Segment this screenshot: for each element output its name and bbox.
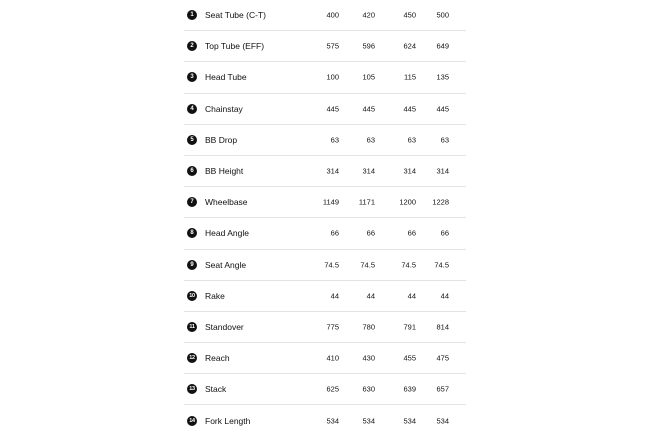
row-label: Reach (205, 353, 230, 364)
row-value: 420 (362, 10, 375, 20)
row-label: Seat Tube (C-T) (205, 10, 266, 21)
row-label: Head Tube (205, 72, 247, 83)
row-value: 445 (362, 104, 375, 114)
row-value: 66 (407, 228, 416, 238)
row-value: 410 (326, 353, 339, 363)
table-row (184, 281, 466, 312)
row-label: Rake (205, 290, 225, 301)
row-value: 445 (403, 104, 416, 114)
row-value: 814 (436, 322, 449, 332)
row-number-badge: 5 (187, 135, 197, 145)
row-number-badge: 11 (187, 322, 197, 332)
row-value: 534 (403, 416, 416, 426)
table-row (184, 0, 466, 31)
row-value: 445 (436, 104, 449, 114)
table-row (184, 62, 466, 93)
row-value: 534 (436, 416, 449, 426)
table-row (184, 312, 466, 343)
row-value: 1171 (358, 197, 375, 207)
row-label: Head Angle (205, 228, 249, 239)
row-value: 63 (407, 135, 416, 145)
table-row (184, 250, 466, 281)
row-number-badge: 14 (187, 416, 197, 426)
row-value: 63 (366, 135, 375, 145)
row-value: 625 (326, 384, 339, 394)
row-label: Top Tube (EFF) (205, 41, 265, 52)
row-value: 44 (407, 291, 416, 301)
row-value: 450 (403, 10, 416, 20)
table-row (184, 94, 466, 125)
row-value: 100 (326, 72, 339, 82)
row-value: 74.5 (324, 260, 339, 270)
table-row (184, 343, 466, 374)
row-number-badge: 2 (187, 41, 197, 51)
row-value: 455 (403, 353, 416, 363)
table-row (184, 218, 466, 249)
row-value: 445 (326, 104, 339, 114)
row-number-badge: 7 (187, 197, 197, 207)
row-value: 314 (362, 166, 375, 176)
row-value: 63 (440, 135, 449, 145)
row-value: 63 (330, 135, 339, 145)
row-value: 657 (436, 384, 449, 394)
row-value: 314 (403, 166, 416, 176)
row-value: 534 (362, 416, 375, 426)
row-value: 1149 (322, 197, 339, 207)
row-number-badge: 9 (187, 260, 197, 270)
row-value: 596 (362, 41, 375, 51)
row-label: Standover (205, 321, 244, 332)
table-row (184, 374, 466, 405)
row-value: 1228 (432, 197, 449, 207)
row-value: 624 (403, 41, 416, 51)
row-value: 430 (362, 353, 375, 363)
row-value: 66 (366, 228, 375, 238)
row-number-badge: 4 (187, 104, 197, 114)
row-value: 74.5 (360, 260, 375, 270)
row-value: 44 (330, 291, 339, 301)
row-value: 44 (366, 291, 375, 301)
geometry-table (184, 0, 466, 437)
table-row (184, 31, 466, 62)
table-row (184, 156, 466, 187)
row-number-badge: 12 (187, 353, 197, 363)
row-value: 780 (362, 322, 375, 332)
row-value: 791 (403, 322, 416, 332)
row-label: Fork Length (205, 416, 251, 427)
row-value: 575 (326, 41, 339, 51)
row-value: 66 (330, 228, 339, 238)
row-number-badge: 13 (187, 384, 197, 394)
row-value: 44 (440, 291, 449, 301)
row-value: 1200 (399, 197, 416, 207)
row-value: 500 (436, 10, 449, 20)
row-label: Seat Angle (205, 259, 247, 270)
row-number-badge: 8 (187, 228, 197, 238)
row-value: 135 (436, 72, 449, 82)
row-value: 649 (436, 41, 449, 51)
row-value: 74.5 (434, 260, 449, 270)
row-value: 115 (404, 72, 416, 82)
row-label: Wheelbase (205, 197, 248, 208)
row-value: 534 (326, 416, 339, 426)
table-row (184, 125, 466, 156)
table-row (184, 187, 466, 218)
row-value: 775 (326, 322, 339, 332)
row-value: 630 (362, 384, 375, 394)
row-label: BB Height (205, 166, 244, 177)
row-value: 475 (436, 353, 449, 363)
table-row (184, 405, 466, 436)
row-number-badge: 6 (187, 166, 197, 176)
row-value: 639 (403, 384, 416, 394)
row-number-badge: 1 (187, 10, 197, 20)
row-value: 400 (326, 10, 339, 20)
row-value: 314 (326, 166, 339, 176)
row-value: 314 (436, 166, 449, 176)
row-value: 105 (362, 72, 375, 82)
row-label: Stack (205, 384, 227, 395)
row-label: Chainstay (205, 103, 243, 114)
row-number-badge: 10 (187, 291, 197, 301)
row-value: 74.5 (401, 260, 416, 270)
row-label: BB Drop (205, 134, 238, 145)
row-value: 66 (440, 228, 449, 238)
row-number-badge: 3 (187, 72, 197, 82)
